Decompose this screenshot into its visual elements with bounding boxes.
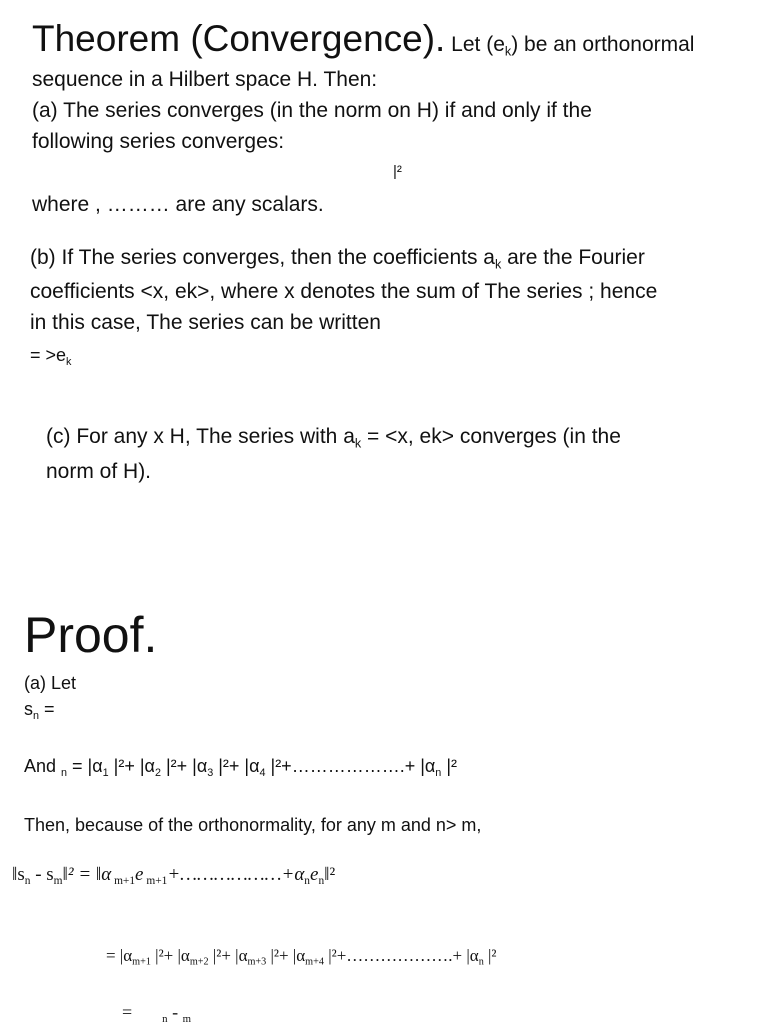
eq3-sub-m: m	[182, 1012, 191, 1025]
eq1-minus-s: - s	[30, 864, 54, 885]
eq1-equals-alpha: ‖² = ‖α	[62, 864, 112, 885]
theorem-lead-text: Let (e	[445, 33, 505, 56]
part-b-line-4-sub: k	[66, 355, 72, 368]
eq1-mid: +………………+α	[167, 864, 305, 885]
eq1-sub-m1: m+1	[111, 874, 136, 887]
sn-symbol: s	[24, 699, 33, 719]
equation-2	[106, 946, 497, 968]
theorem-title: Theorem (Convergence).	[32, 18, 446, 59]
eq1-sub-m1b: m+1	[143, 874, 168, 887]
part-b-line-2: coefficients <x, ek>, where x denotes the sum of The series ; hence	[30, 280, 658, 303]
theorem-lead-end: ) be an orthonormal	[511, 33, 695, 56]
eq1-sub-n1: n	[304, 874, 310, 887]
term-tail: |²+ |α	[213, 756, 260, 776]
term-tail: |²+ |α	[108, 756, 155, 776]
eq1-sub-m: m	[53, 874, 63, 887]
term-tail: |²	[441, 756, 457, 776]
part-b-line-1-pre: (b) If The series converges, then the coefficients a	[30, 246, 495, 269]
eq1-norm-open: ‖s	[12, 864, 25, 885]
term-subscript: m+2	[189, 956, 209, 968]
term-subscript: m+3	[247, 956, 267, 968]
term-tail: |²+ |α	[208, 946, 248, 965]
eq3-sub-n: n	[162, 1012, 168, 1025]
proof-and-line	[24, 756, 457, 779]
term-subscript: m+1	[132, 956, 151, 968]
term-tail: |²+ |α	[150, 946, 190, 965]
term-tail: |²+……………….+ |α	[323, 946, 479, 965]
theorem-lead	[445, 33, 695, 59]
eq2-start: = |α	[106, 946, 133, 965]
part-c-line-1-pre: (c) For any x H, The series with a	[46, 425, 355, 448]
part-b-line-1	[30, 246, 645, 271]
term-subscript: 3	[207, 766, 214, 779]
eq3-equals: =	[122, 1002, 133, 1022]
eq1-e: e	[135, 864, 144, 885]
eq3-minus: -	[167, 1002, 183, 1022]
part-b-line-3: in this case, The series can be written	[30, 311, 381, 334]
part-b-line-4	[30, 345, 71, 368]
part-b-line-1-post: are the Fourier	[501, 246, 645, 269]
part-b-line-1-sub: k	[494, 257, 502, 272]
part-c-line-2: norm of H).	[46, 460, 152, 483]
part-c-line-1-post: = <x, ek> converges (in the	[361, 425, 621, 448]
eq1-norm-close: ‖²	[324, 864, 336, 885]
term-subscript: n	[435, 766, 442, 779]
part-b-line-4-pre: = >e	[30, 345, 67, 365]
where-line: where , ……… are any scalars.	[32, 193, 324, 216]
proof-sn-line	[24, 699, 55, 722]
part-a-line-1: (a) The series converges (in the norm on H) if and only if the	[32, 99, 592, 122]
and-word: And	[24, 756, 62, 776]
term-tail: |²+ |α	[266, 946, 306, 965]
sn-equals: =	[39, 699, 55, 719]
term-tail: |²	[483, 946, 497, 965]
then-line: Then, because of the orthonormality, for any m and n> m,	[24, 815, 482, 835]
term-subscript: 4	[259, 766, 266, 779]
term-tail: |²+……………….+ |α	[265, 756, 436, 776]
and-sub: n	[61, 766, 68, 779]
term-subscript: 1	[102, 766, 109, 779]
sn-sub: n	[33, 709, 40, 722]
theorem-line-2: sequence in a Hilbert space H. Then:	[32, 68, 378, 91]
equation-1	[12, 864, 335, 887]
proof-heading: Proof.	[24, 607, 158, 663]
eq1-e2: e	[310, 864, 319, 885]
theorem-lead-sub: k	[504, 44, 512, 59]
eq1-sub-n: n	[24, 874, 31, 887]
term-subscript: m+4	[305, 956, 324, 968]
eq2-terms	[132, 946, 497, 968]
proof-a-let: (a) Let	[24, 673, 77, 693]
part-c-line-1	[46, 425, 621, 450]
and-body: = |α	[67, 756, 103, 776]
eq1-sub-n2: n	[318, 874, 325, 887]
abs-squared-fragment: |²	[393, 163, 402, 180]
and-terms	[102, 756, 457, 779]
theorem-title-line	[32, 18, 694, 60]
part-c-line-1-sub: k	[354, 436, 362, 451]
term-subscript: 2	[154, 766, 161, 779]
term-tail: |²+ |α	[160, 756, 208, 776]
equation-3	[122, 1002, 191, 1025]
term-subscript: n	[478, 956, 484, 968]
part-a-line-2: following series converges:	[32, 130, 285, 153]
